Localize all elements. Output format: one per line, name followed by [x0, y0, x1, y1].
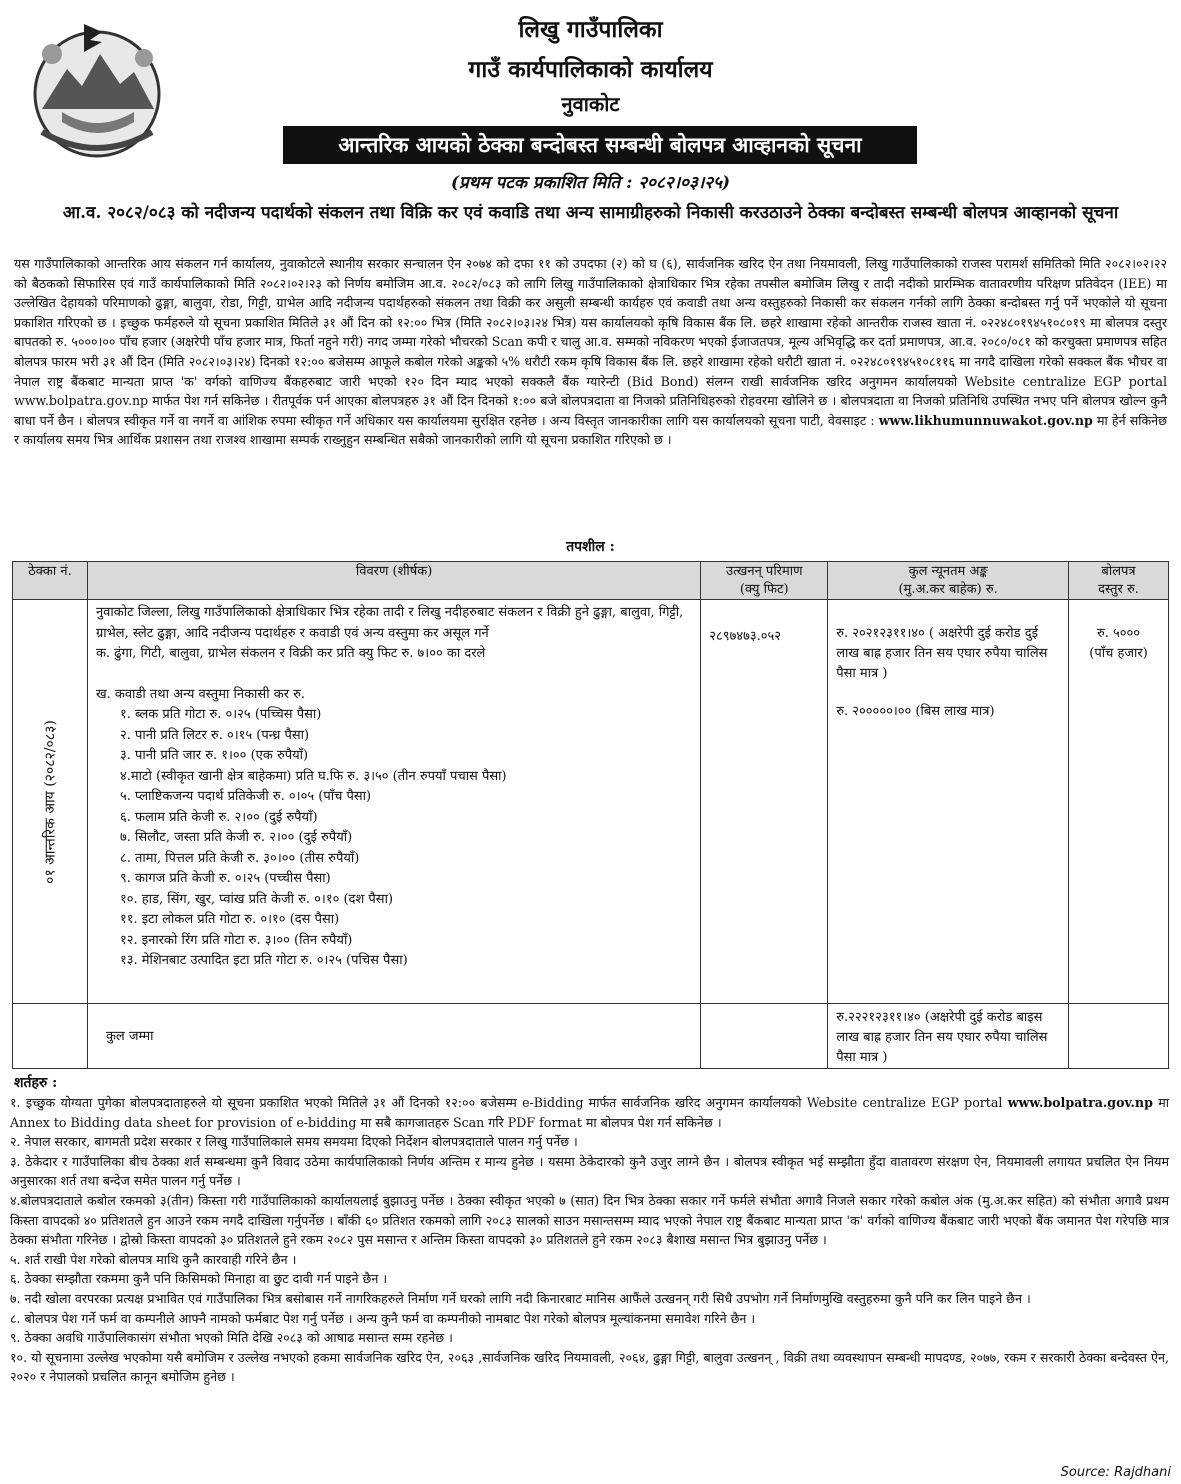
- list-item: २. पानी प्रति लिटर रु. ०।१५ (पन्ध्र पैसा): [119, 727, 310, 743]
- municipality-name: लिखु गाउँपालिका: [518, 16, 663, 43]
- office-name: गाउँ कार्यपालिकाको कार्यालय: [468, 56, 713, 83]
- condition-item: ८. बोलपत्र पेश गर्ने फर्म वा कम्पनीले आफ्नै नामको फर्मबाट पेश गर्नु पर्नेछ । अन्य कुनै फर्म वा कम्पनीको नामबाट पेश गरेको बोलपत्र मूल्यांकनमा समावेश गरिने छैन ।: [10, 1310, 756, 1326]
- body-text-part1: यस गाउँपालिकाको आन्तरिक आय संकलन गर्न कार्यालय, नुवाकोटले स्थानीय सरकार सन्चालन ऐन २०७४ को दफा ११ को उपदफा (२) को घ (६), सार्वजनिक खरिद ऐन तथा नियमावली, लिखु गाउँपालिकाको राजस्व परामर्श समितिको मिति २०८२।०२।२२ को बैठकको सिफारिस एवं गाउँ कार्यपालिकाको मिति २०८२।०२।२३ को निर्णय बमोजिम आ.व. २०८२/०८३ को लागि लिखु गाउँपालिकाको क्षेत्राधिकार भित्र रहेका तपसील बमोजिम लिखु र तादी नदीको प्रारम्भिक वातावरणीय परिक्षण प्रतिवेदन (IEE) मा उल्लेखित देहायको परिमाणको ढुङ्गा, बालुवा, रोडा, गिट्टी, ग्राभेल आदि नदीजन्य पदार्थहरुको संकलन तथा विक्री कर असुली सम्बन्धी कार्यहरु एवं कवाडी तथा अन्य वस्तुहरुको निकासी कर संकलन गर्नको लागि ठेक्का बन्दोबस्त गर्नु पर्ने भएकोले यो सूचना प्रकाशित गरिएको छ । इच्छुक फर्महरुले यो सूचना प्रकाशित मितिले ३१ औं दिन को १२:०० भित्र (मिति २०८२।०३।२४ भित्र) यस कार्यालयको कृषि विकास बैंक लि. छहरे शाखामा रहेको आन्तरीक राजस्व खाता नं. ०२२४८०१९४५१०८०१९ मा बोलपत्र दस्तुर बापतको रु. ५०००।०० पाँच हजार (अक्षरेपी पाँच हजार मात्र, फिर्ता नहुने गरी) नगद जम्मा गरेको भौचरको Scan कपी र चालु आ.व. सम्मको नविकरण भएको ईजाजतपत्र, मूल्य अभिवृद्धि कर दर्ता प्रमाणपत्र, आ.व. २०८०/०८१ को करचुक्ता प्रमाणपत्र सहित बोलपत्र फारम भरी ३१ औं दिन (मिति २०८२।०३।२४) दिनको १२:०० बजेसम्म आफूले कबोल गरेको अङ्कको ५% धरौटी रकम कृषि विकास बैंक लि. छहरे शाखामा रहेको धरौटी खाता नं. ०२२४८०१९४५१०८११६ मा नगदै दाखिला गरेको सक्कल बैंक भौचर वा नेपाल राष्ट्र बैंकबाट मान्यता प्राप्त 'क' वर्गको वाणिज्य बैंकहरुबाट जारी भएको १२० दिन म्याद भएको सक्कलै बैंक ग्यारेन्टी (Bid Bond) संलग्न राखी सार्वजनिक खरिद अनुगमन कार्यालयको Website centralize EGP portal www.bolpatra.gov.np मार्फत पेश गर्न सकिनेछ । रीतपूर्वक पर्न आएका बोलपत्रहरु ३१ औं दिन दिनको १:०० बजे बोलपत्रदाता वा निजको प्रतिनिधिहरुको रोहवरमा खोलिने छ । बोलपत्रदाता वा निजको प्रतिनिधि उपस्थित नभए पनि बोलपत्र खोल्न कुनै बाधा पर्ने छैन । बोलपत्र स्वीकृत गर्ने वा नगर्ने वा आंशिक रुपमा स्वीकृत गर्ने अधिकार यस कार्यालयमा सुरक्षित रहनेछ । अन्य विस्तृत जानकारीका लागि यस कार्यालयको सूचना पाटी, वेवसाइट :: [14, 256, 1167, 428]
- col-header-description: विवरण (शीर्षक): [87, 562, 700, 600]
- sub-item-list: [96, 705, 692, 972]
- description-item-ka: क. ढुंगा, गिटी, बालुवा, ग्राभेल संकलन र विक्री कर प्रति क्यु फिट रु. ७।०० का दरले: [95, 646, 486, 661]
- quantity-cell: [701, 600, 828, 1004]
- condition-item: १०. यो सूचनामा उल्लेख भएकोमा यसै बमोजिम र उल्लेख नभएको हकमा सार्वजनिक खरिद ऐन, २०६३ ,सार्वजनिक खरिद नियमावली, २०६४, ढुङ्गा गिट्टी, बालुवा उत्खनन् , विक्री तथा व्यवस्थापन सम्बन्धी मापदण्ड, २०७७, रकम र सरकारी ठेक्का बन्देवस्त ऐन, २०२० र नेपालको प्रचलित कानून बमोजिम हुनेछ ।: [10, 1349, 1169, 1385]
- conditions-title: शर्तहरु :: [14, 1075, 58, 1091]
- contract-table: [12, 561, 1169, 1069]
- fee-words: (पाँच हजार): [1089, 646, 1148, 661]
- fee-cell: [1069, 600, 1169, 1004]
- publication-date: (प्रथम पटक प्रकाशित मिति : २०८२।०३।२५): [451, 173, 730, 193]
- notice-title: आन्तरिक आयको ठेक्का बन्दोबस्त सम्बन्धी बोलपत्र आव्हानको सूचना: [283, 126, 917, 164]
- amount-kha: रु. २०००००।०० (बिस लाख मात्र): [836, 704, 995, 719]
- description-item-kha: ख. कवाडी तथा अन्य वस्तुमा निकासी कर रु.: [95, 686, 306, 702]
- district-name: नुवाकोट: [561, 92, 620, 116]
- description-intro: नुवाकोट जिल्ला, लिखु गाउँपालिकाको क्षेत्राधिकार भित्र रहेका तादी र लिखु नदीहरुबाट संकलन र विक्री हुने ढुङ्गा, बालुवा, गिट्टी, ग्राभेल, स्लेट ढुङ्गा, आदि नदीजन्य पदार्थहरु र कवाडी एवं अन्य वस्तुमा कर असूल गर्ने: [95, 605, 684, 641]
- main-title: आ.व. २०८२/०८३ को नदीजन्य पदार्थको संकलन तथा विक्रि कर एवं कवाडि तथा अन्य सामाग्रीहरुको निकासी करउठाउने ठेक्का बन्दोबस्त सम्बन्धी बोलपत्र आव्हानको सूचना: [62, 203, 1119, 223]
- list-item: १०. हाड, सिंग, खुर, प्वांख प्रति केजी रु. ०।१० (दश पैसा): [119, 891, 394, 907]
- list-item: ९. कागज प्रति केजी रु. ०।२५ (पच्चीस पैसा): [119, 871, 331, 886]
- source-credit: Source: Rajdhani: [1060, 1465, 1171, 1480]
- col-header-contract-no: ठेक्का नं.: [13, 562, 88, 600]
- quantity-value: २८९७४७३.०५२: [709, 629, 782, 644]
- table-row: [13, 600, 1169, 1004]
- total-row: [13, 1004, 1169, 1069]
- description-cell: [87, 600, 700, 1004]
- condition-item: २. नेपाल सरकार, बागमती प्रदेश सरकार र लिखु गाउँपालिकाले समय समयमा दिएको निर्देशन बोलपत्रदाताले पालन गर्नु पर्नेछ ।: [10, 1134, 578, 1150]
- list-item: ८. तामा, पित्तल प्रति केजी रु. ३०।०० (तीस रुपैयाँ): [119, 850, 360, 866]
- col-header-amount: कुल न्यूनतम अङ्क (मु.अ.कर बाहेक) रु.: [828, 562, 1069, 600]
- table-header-row: [13, 562, 1169, 600]
- list-item: ११. इटा लोकल प्रति गोटा रु. ०।१० (दस पैसा): [119, 912, 340, 927]
- bolpatra-link[interactable]: www.bolpatra.gov.np: [1007, 1095, 1153, 1110]
- website-link[interactable]: www.likhumunnuwakot.gov.np: [878, 412, 1093, 428]
- condition-item: ३. ठेकेदार र गाउँपालिका बीच ठेक्का शर्त सम्बन्धमा कुनै विवाद उठेमा कार्यपालिकाको निर्णय अन्तिम र मान्य हुनेछ । यसमा ठेकेदारको कुनै उजुर लाग्ने छैन । बोलपत्र स्वीकृत भई सम्झौता हुँदा वातावरण संरक्षण ऐन, नियमावली लगायत प्रचलित ऐन नियम अनुसारका शर्त तथा बन्देज समेत पालन गर्नु पर्नेछ ।: [10, 1153, 1169, 1189]
- list-item: १३. मेशिनबाट उत्पादित इटा प्रति गोटा रु. ०।२५ (पचिस पैसा): [119, 953, 408, 968]
- total-amount: रु.२२२१२३११।४० (अक्षरेपी दुई करोड बाइस लाख बाह्र हजार तिन सय एघार रुपैया चालिस पैसा मात्र ): [828, 1004, 1069, 1069]
- list-item: ३. पानी प्रति जार रु. १।०० (एक रुपैयाँ): [119, 748, 309, 763]
- list-item: ७. सिलौट, जस्ता प्रति केजी रु. २।०० (दुई रुपैयाँ): [119, 830, 353, 845]
- contract-number-cell: [13, 600, 88, 1004]
- condition-item: ५. शर्त राखी पेश गरेको बोलपत्र माथि कुनै कारवाही गरिने छैन ।: [10, 1251, 297, 1267]
- condition-item: ७. नदी खोला वरपरका प्रत्यक्ष प्रभावित एवं गाउँपालिका भित्र बसोबास गर्ने नागरिकहरुले निर्माण गर्ने घरको लागि नदी किनारबाट मानिस आफैंले उत्खनन् गरी सिधै उपभोग गर्ने निर्माणमुखि वस्तुहरुमा कुनै पनि कर लिन पाइने छैन ।: [10, 1290, 1031, 1306]
- details-label: तपशील :: [566, 539, 615, 555]
- condition-item: ९. ठेक्का अवधि गाउँपालिकासंग संभौता भएको मिति देखि २०८३ को आषाढ मसान्त सम्म रहनेछ ।: [10, 1330, 453, 1346]
- total-label: कुल जम्मा: [87, 1004, 700, 1069]
- list-item: ५. प्लाष्टिकजन्य पदार्थ प्रतिकेजी रु. ०।०५ (पाँच पैसा): [119, 789, 372, 804]
- conditions-list: [10, 1093, 1169, 1387]
- list-item: ६. फलाम प्रति केजी रु. २।०० (दुई रुपैयाँ): [119, 809, 318, 825]
- condition-item: १. इच्छुक योग्यता पुगेका बोलपत्रदाताहरुले यो सूचना प्रकाशित भएको मितिले ३१ औं दिनको १२:०० बजेसम्म e-Bidding मार्फत सार्वजनिक खरिद अनुगमन कार्यालयको Website centralize EGP portal www.bolpatra.gov.np मा Annex to Bidding data sheet for provision of e-bidding मा सबै कागजातहरु Scan गरि PDF format मा बोलपत्र पेश गर्न सकिनेछ ।: [10, 1095, 1169, 1130]
- body-paragraph: [14, 254, 1167, 450]
- condition-item: ६. ठेक्का सम्झौता रकममा कुनै पनि किसिमको मिनाहा वा छुट दावी गर्न पाइने छैन ।: [10, 1271, 388, 1287]
- contract-number: ०१ आन्तरिक आय (२०८२/०८३): [42, 719, 59, 884]
- body-text-part2: मा हेर्न सकिनेछ र कार्यालय समय भित्र आर्थिक प्रशासन तथा राजश्व शाखामा सम्पर्क राख्नुहुन सम्बन्धित सबैको जानकारीको लागि यो सूचना प्रकाशित गरिएको छ ।: [14, 412, 1167, 448]
- col-header-quantity: उत्खनन् परिमाण (क्यु फिट): [701, 562, 828, 600]
- list-item: १२. इनारको रिंग प्रति गोटा रु. ३।०० (तिन रुपैयाँ): [119, 932, 353, 948]
- col-header-fee: बोलपत्र दस्तुर रु.: [1069, 562, 1169, 600]
- notice-header: [0, 0, 1181, 200]
- condition-item: ४.बोलपत्रदाताले कबोल रकमको ३(तीन) किस्ता गरी गाउँपालिकाको कार्यालयलाई बुझाउनु पर्नेछ । ठेक्का स्वीकृत भएको ७ (सात) दिन भित्र ठेक्का सकार गर्ने फर्मले संभौता अगावै निजले सकार गरेको कबोल अंक (मु.अ.कर सहित) को संभौता अगावै प्रथम किस्ता वापदको ४० प्रतिशतले हुन आउने रकम नगदै दाखिला गर्नुपर्नेछ । बाँकी ६० प्रतिशत रकमको लागि २०८३ सालको साउन मसान्तसम्म म्याद भएको नेपाल राष्ट्र बैंकबाट मान्यता प्राप्त 'क' वर्गको वाणिज्य बैंकबाट जारी भएको बैंक जमानत पेश गरेपछि मात्र ठेक्का संभौता गरिनेछ । द्वोस्रो किस्ता वापदको ३० प्रतिशतले हुने रकम २०८२ पुस मसान्त र अन्तिम किस्ता वापदको ३० प्रतिशतले हुने रकम २०८३ बैशाख मसान्त भित्र बुझाउनु पर्नेछ ।: [10, 1192, 1169, 1248]
- fee-value: रु. ५०००: [1096, 626, 1141, 641]
- list-item: ४.माटो (स्वीकृत खानी क्षेत्र बाहेकमा) प्रति घ.फि रु. ३।५० (तीन रुपयाँ पचास पैसा): [119, 768, 507, 784]
- amount-cell: [828, 600, 1069, 1004]
- amount-ka: रु. २०२१२३११।४० ( अक्षरेपी दुई करोड दुई लाख बाह्र हजार तिन सय एघार रुपैया चालिस पैसा मात्र ): [836, 626, 1048, 681]
- list-item: १. ब्लक प्रति गोटा रु. ०।२५ (पच्चिस पैसा): [119, 707, 322, 722]
